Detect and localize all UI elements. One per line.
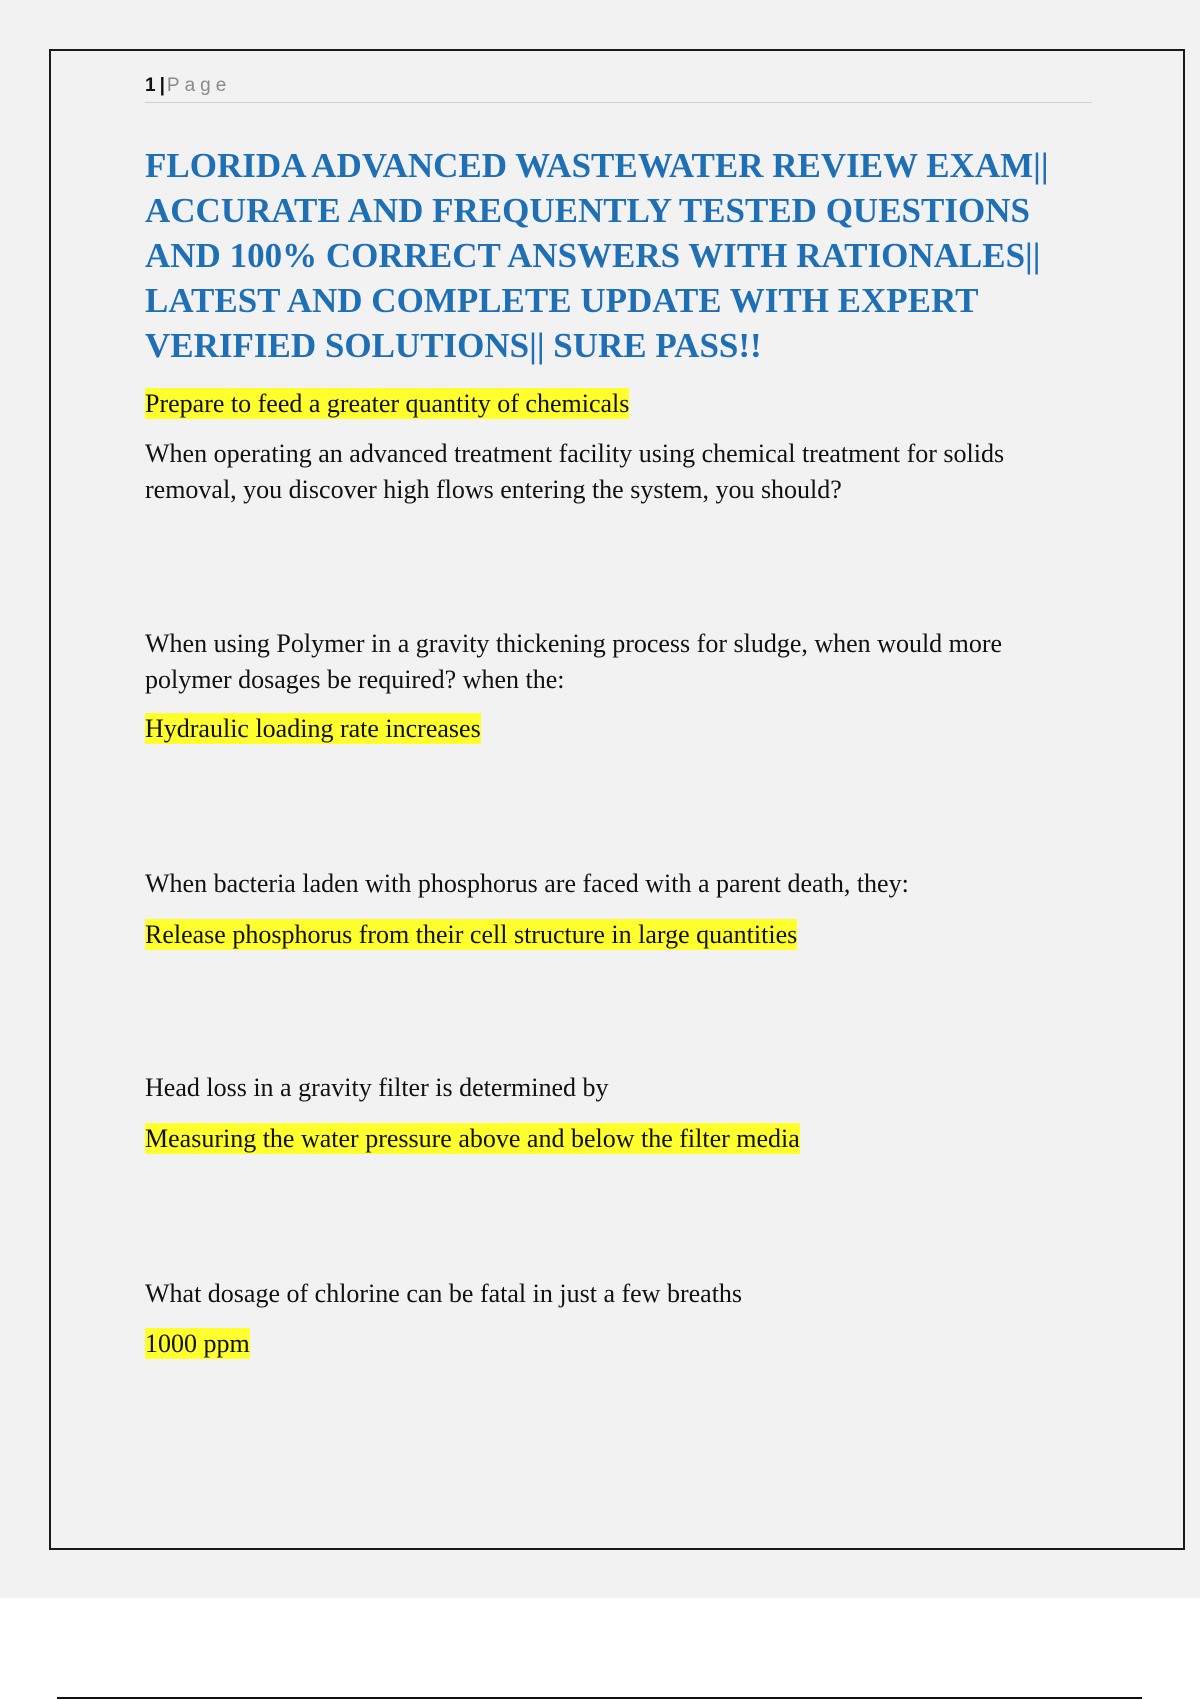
page-header (145, 74, 1092, 103)
answer-highlight: Hydraulic loading rate increases (145, 714, 481, 743)
answer-highlight: 1000 ppm (145, 1329, 250, 1358)
answer-1 (145, 386, 1095, 422)
answer-highlight: Measuring the water pressure above and below the filter media (145, 1124, 800, 1153)
document-title: FLORIDA ADVANCED WASTEWATER REVIEW EXAM|| ACCURATE AND FREQUENTLY TESTED QUESTIONS AND 100% CORRECT ANSWERS WITH RATIONALES|| LATEST AND COMPLETE UPDATE WITH EXPERT VERIFIED SOLUTIONS|| SURE PASS!! (145, 146, 1049, 365)
answer-highlight: Prepare to feed a greater quantity of chemicals (145, 389, 630, 418)
page-separator: | (159, 75, 165, 96)
question-2: When using Polymer in a gravity thickening process for sludge, when would more polymer dosages be required? when the: (145, 629, 1003, 694)
question-5: What dosage of chlorine can be fatal in just a few breaths (145, 1279, 743, 1308)
answer-highlight: Release phosphorus from their cell structure in large quantities (145, 920, 798, 949)
answer-5 (145, 1326, 1095, 1362)
answer-2 (145, 711, 1095, 747)
answer-3 (145, 917, 1095, 953)
answer-4 (145, 1121, 1095, 1157)
question-4: Head loss in a gravity filter is determined by (145, 1073, 609, 1102)
page-label: Page (166, 75, 232, 96)
question-1: When operating an advanced treatment facility using chemical treatment for solids removal, you discover high flows entering the system, you should? (145, 439, 1005, 504)
question-3: When bacteria laden with phosphorus are faced with a parent death, they: (145, 869, 909, 898)
bottom-rule (57, 1697, 1142, 1699)
page-number: 1 (145, 75, 156, 96)
